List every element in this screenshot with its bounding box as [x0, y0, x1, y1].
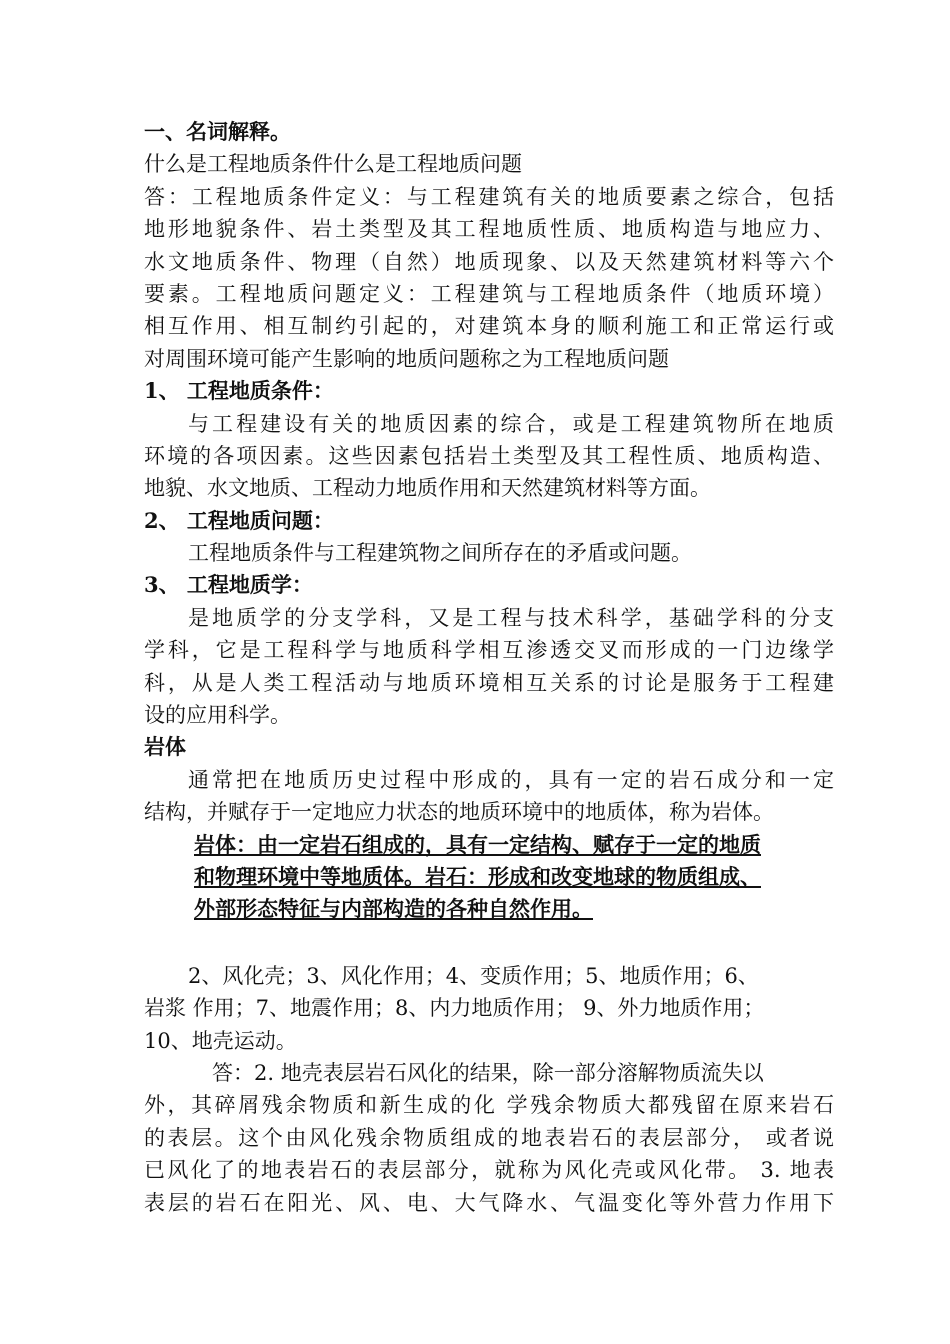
answer-line: 相互作用、相互制约引起的，对建筑本身的顺利施工和正常运行或 — [144, 314, 834, 339]
final-answer-line: 已风化了的地表岩石的表层部分，就称为风化壳或风化带。 3. 地表 — [144, 1158, 834, 1183]
term-title: 1、 工程地质条件： — [144, 378, 334, 404]
rock-body-line: 通常把在地质历史过程中形成的，具有一定的岩石成分和一定 — [188, 767, 834, 792]
answer-line: 要素。工程地质问题定义：工程建筑与工程地质条件（地质环境） — [144, 281, 834, 306]
rock-title: 岩体 — [144, 734, 186, 760]
final-answer-line: 表层的岩石在阳光、风、电、大气降水、气温变化等外营力作用下 — [144, 1190, 834, 1215]
answer-line: 答：工程地质条件定义：与工程建筑有关的地质要素之综合，包括 — [144, 184, 834, 209]
rock-callout-line: 外部形态特征与内部构造的各种自然作用。 — [194, 896, 593, 922]
list-line: 10、地壳运动。 — [144, 1028, 297, 1053]
answer-line: 水文地质条件、物理（自然）地质现象、以及天然建筑材料等六个 — [144, 249, 834, 274]
term-body-line: 与工程建设有关的地质因素的综合，或是工程建筑物所在地质 — [188, 411, 834, 436]
answer-line: 对周围环境可能产生影响的地质问题称之为工程地质问题 — [144, 346, 669, 371]
list-line: 岩浆 作用；7、地震作用；8、内力地质作用； 9、外力地质作用； — [144, 996, 765, 1021]
term-title: 2、 工程地质问题： — [144, 507, 334, 533]
final-answer-line: 外，其碎屑残余物质和新生成的化 学残余物质大都残留在原来岩石 — [144, 1093, 834, 1118]
term-body-line: 地貌、水文地质、工程动力地质作用和天然建筑材料等方面。 — [144, 476, 711, 501]
term-body-line: 是地质学的分支学科，又是工程与技术科学，基础学科的分支 — [188, 605, 834, 630]
final-answer-line: 的表层。这个由风化残余物质组成的地表岩石的表层部分， 或者说 — [144, 1125, 834, 1150]
term-body-line: 科，从是人类工程活动与地质环境相互关系的讨论是服务于工程建 — [144, 670, 834, 695]
term-body-line: 环境的各项因素。这些因素包括岩土类型及其工程性质、地质构造、 — [144, 443, 834, 468]
rock-callout-line: 和物理环境中等地质体。岩石：形成和改变地球的物质组成、 — [194, 863, 761, 889]
term-body-line: 学科，它是工程科学与地质科学相互渗透交叉而形成的一门边缘学 — [144, 638, 834, 663]
question-text: 什么是工程地质条件什么是工程地质问题 — [144, 152, 522, 177]
final-answer-line: 答：2. 地壳表层岩石风化的结果，除一部分溶解物质流失以 — [212, 1060, 764, 1085]
answer-line: 地形地貌条件、岩土类型及其工程地质性质、地质构造与地应力、 — [144, 217, 834, 242]
term-body-line: 工程地质条件与工程建筑物之间所存在的矛盾或问题。 — [188, 541, 692, 566]
rock-body-line: 结构，并赋存于一定地应力状态的地质环境中的地质体，称为岩体。 — [144, 800, 774, 825]
term-body-line: 设的应用科学。 — [144, 703, 291, 728]
section-heading: 一、名词解释。 — [144, 119, 291, 144]
rock-callout-line: 岩体：由一定岩石组成的，具有一定结构、赋存于一定的地质 — [194, 831, 761, 857]
document-page — [144, 116, 834, 1219]
spacer — [144, 926, 834, 960]
term-title: 3、 工程地质学： — [144, 572, 313, 598]
list-line: 2、风化壳；3、风化作用；4、变质作用；5、地质作用；6、 — [188, 963, 759, 988]
